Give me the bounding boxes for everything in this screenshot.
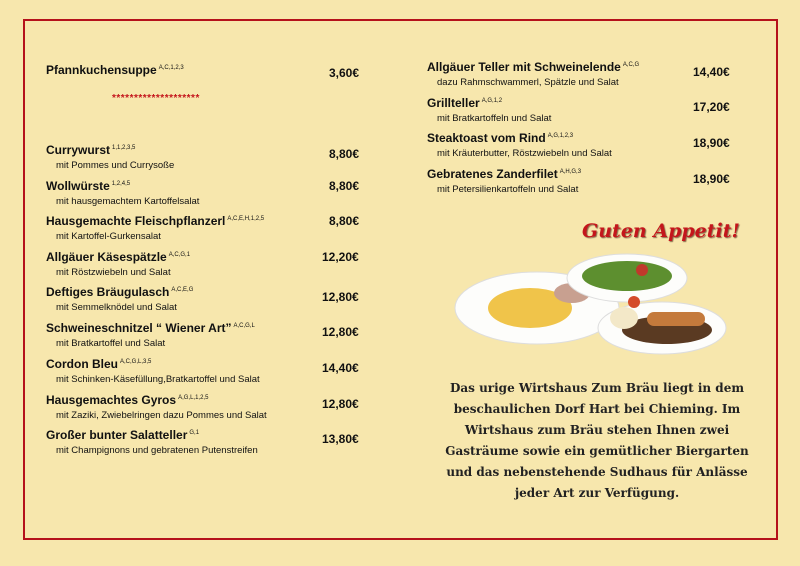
menu-item-wollwuerste [46,179,199,207]
menu-item-grillteller [427,96,551,124]
menu-item-price: 13,80€ [322,432,359,446]
menu-item-name: Allgäuer Teller mit Schweinelende $^{A,C,G}$ [427,60,640,74]
menu-item-desc: mit Bratkartoffeln und Salat [437,113,552,124]
menu-item-price: 8,80€ [329,214,360,228]
menu-item-name: Currywurst $^{1,1,2,3,5}$ [46,143,136,157]
about-text: Das urige Wirtshaus Zum Bräu liegt in dem beschaulichen Dorf Hart bei Chieming. Im Wirtshaus zum Bräu stehen Ihnen zwei Gasträume sowie ein gemütlicher Biergarten und das nebenstehende Sudhaus für Anlässe jeder Art zur Verfügung. [445,381,749,500]
menu-item-desc: mit Röstzwiebeln und Salat [56,267,171,278]
menu-item-name: Wollwürste $^{1,2,4,5}$ [46,179,131,193]
menu-item-currywurst [46,143,174,171]
greeting-heading: Guten Appetit! [582,220,740,242]
menu-item-price: 12,20€ [322,250,359,264]
menu-item-name: Deftiges Bräugulasch $^{A,C,E,G}$ [46,285,194,299]
menu-item-salatteller [46,428,258,456]
menu-item-cordon-bleu [46,357,260,385]
menu-item-name: Allgäuer Käsespätzle $^{A,C,G,1}$ [46,250,191,264]
menu-item-price: 12,80€ [322,325,359,339]
menu-item-allgaeuer-teller [427,60,639,88]
menu-item-name: Grillteller $^{A,G,1,2}$ [427,96,503,110]
menu-item-desc: mit Bratkartoffel und Salat [56,338,166,349]
menu-item-name: Hausgemachte Fleischpflanzerl $^{A,C,E,H,1,2,5}$ [46,214,265,228]
menu-item-schnitzel [46,321,255,349]
menu-item-price: 17,20€ [693,100,730,114]
menu-item-braeugulasch [46,285,193,313]
menu-item-price: 18,90€ [693,136,730,150]
menu-item-desc: mit Petersilienkartoffeln und Salat [437,184,579,195]
menu-item-price: 3,60€ [329,66,360,80]
menu-item-desc: dazu Rahmschwammerl, Spätzle und Salat [437,77,619,88]
menu-item-desc: mit Schinken-Käsefüllung,Bratkartoffel und Salat [56,374,260,385]
menu-item-price: 12,80€ [322,397,359,411]
menu-item-desc: mit Kartoffel-Gurkensalat [56,231,161,242]
menu-item-soup [46,63,184,77]
menu-item-price: 18,90€ [693,172,730,186]
menu-item-desc: mit Kräuterbutter, Röstzwiebeln und Salat [437,148,612,159]
menu-item-desc: mit Pommes und Currysoße [56,160,175,171]
menu-item-price: 14,40€ [322,361,359,375]
separator: ******************** [112,93,200,104]
menu-item-fleischpflanzerl [46,214,264,242]
menu-item-price: 8,80€ [329,147,360,161]
menu-item-desc: mit Semmelknödel und Salat [56,302,177,313]
menu-item-price: 8,80€ [329,179,360,193]
menu-item-desc: mit hausgemachtem Kartoffelsalat [56,196,200,207]
menu-item-name: Großer bunter Salatteller $^{G,1}$ [46,428,200,442]
menu-item-zanderfilet [427,167,581,195]
menu-item-price: 12,80€ [322,290,359,304]
menu-item-name: Hausgemachtes Gyros $^{A,G,L,1,2,5}$ [46,393,209,407]
menu-item-price: 14,40€ [693,65,730,79]
food-plates-image [452,248,727,358]
menu-item-kaesespaetzle [46,250,190,278]
menu-item-name: Schweineschnitzel “ Wiener Art” $^{A,C,G,L}$ [46,321,255,335]
menu-item-desc: mit Champignons und gebratenen Putenstreifen [56,445,258,456]
menu-item-name: Cordon Bleu $^{A,C,G,L,3,5}$ [46,357,152,371]
menu-item-name: Pfannkuchensuppe $^{A,C,1,2,3}$ [46,63,184,77]
menu-item-steaktoast [427,131,612,159]
menu-item-gyros [46,393,267,421]
menu-item-name: Steaktoast vom Rind $^{A,G,1,2,3}$ [427,131,574,145]
menu-item-name: Gebratenes Zanderfilet $^{A,H,G,3}$ [427,167,582,181]
menu-item-desc: mit Zaziki, Zwiebelringen dazu Pommes und Salat [56,410,267,421]
